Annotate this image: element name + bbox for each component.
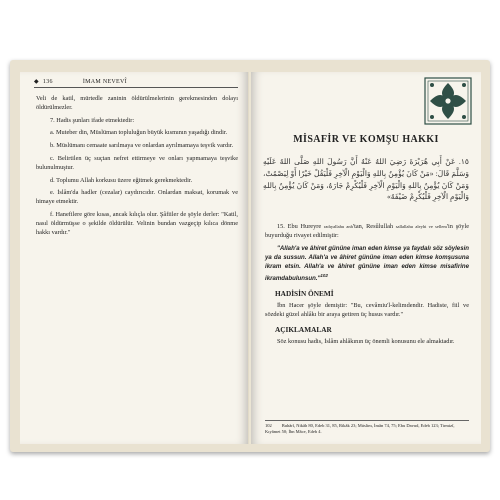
page-number: 136 bbox=[42, 78, 53, 85]
arabic-hadith-text: ١٥. عَنْ أَبِي هُرَيْرَةَ رَضِيَ اللهُ عَنْهُ أَنَّ رَسُولَ اللهِ صَلَّى اللهُ عَلَيْهِ وَسَلَّمَ قَالَ: «مَنْ كَانَ يُؤْمِنُ بِاللهِ وَالْيَوْمِ الْآخِرِ فَلْيَقُلْ خَيْرًا أَوْ لِيَصْمُتْ، وَمَنْ كَانَ يُؤْمِنُ بِاللهِ وَالْيَوْمِ الْآخِرِ فَلْيُكْرِمْ جَارَهُ، وَمَنْ كَانَ يُؤْمِنُ بِاللهِ وَالْيَوْمِ الْآخِرِ فَلْيُكْرِمْ ضَيْفَهُ» bbox=[263, 157, 469, 202]
hadith-intro bbox=[265, 222, 469, 240]
paragraph: e. İslâm'da hadler (cezalar) caydırıcıdır. Onlardan maksat, korumak ve himaye etmektir. bbox=[36, 189, 238, 206]
running-head-title: İMAM NEVEVÎ bbox=[82, 78, 127, 85]
intro-prefix: 15. Ebu Hureyre bbox=[277, 223, 322, 230]
footnote-number: 102 bbox=[265, 423, 272, 428]
right-page-body bbox=[265, 222, 469, 349]
section-paragraph: Söz konusu hadis, İslâm ahlâkının üç önemli konusunu ele almaktadır. bbox=[277, 337, 455, 345]
floral-ornament-icon bbox=[423, 76, 473, 126]
section-paragraph: İbn Hacer şöyle demiştir: "Bu, cevâmiu'l-kelimdendir. Hadiste, fiil ve sözdeki güzel ahlâkı bir araya getiren üç husus vardır." bbox=[265, 301, 469, 318]
paragraph: d. Toplumu Allah korkusu üzere eğitmek gerekmektedir. bbox=[50, 176, 193, 184]
chapter-title: MİSAFİR VE KOMŞU HAKKI bbox=[293, 134, 439, 145]
intro-suffix: 'in şöyle buyurduğu rivayet edilmiştir: bbox=[265, 223, 469, 240]
hadith-translation bbox=[265, 244, 469, 283]
paragraph: 7. Hadis şunları ifade etmektedir: bbox=[50, 116, 135, 124]
right-page bbox=[251, 72, 481, 444]
left-page bbox=[20, 72, 248, 444]
intro-mid: 'tan, Resûlullah bbox=[352, 223, 394, 230]
diamond-icon: ◆ bbox=[34, 79, 39, 85]
footnotes bbox=[265, 420, 469, 436]
paragraph: c. Belirtilen üç suçtan nefret ettirmeye ve onları yapmamaya teşvike bulunulmuştur. bbox=[36, 154, 238, 171]
section-heading: AÇIKLAMALAR bbox=[275, 324, 332, 334]
paragraph: b. Müslümanı cemaate sarılmaya ve onlardan ayrılmamaya teşvik vardır. bbox=[50, 142, 234, 150]
intro-honorific-2: sallallahu aleyhi ve sellem bbox=[395, 224, 447, 229]
footnote-text: Buhârî, Nikâh 80, Edeb 31, 85, Rikâk 23; Müslim, İmân 74, 75; Ebu Davud, Edeb 123; Tirmizî, Kıyâmet 50; İbn Mâce, Edeb 4. bbox=[265, 423, 455, 435]
paragraph: a. Muteber din, Müslüman topluluğun büyük kısmının yaşadığı dindir. bbox=[50, 129, 228, 137]
open-book bbox=[10, 60, 490, 452]
paragraph: Veli de katil, mürtedle zaninin öldürülmelerinin gerekmesinden dolayı öldürülmezler. bbox=[36, 95, 238, 112]
section-heading: HADİSİN ÖNEMİ bbox=[275, 288, 334, 298]
running-head bbox=[34, 78, 238, 88]
footnote-ref: 102 bbox=[320, 272, 328, 278]
intro-honorific-1: radıyallahu anh bbox=[323, 224, 353, 229]
paragraph: f. Hanefilere göre kısas, ancak kılıçla olur. Şâfiiler de şöyle derler: "Katil, nasıl öldürmüşse o şekilde öldürülür. Velinin bundan vazgeçip kılıca dönme hakkı vardır." bbox=[36, 211, 238, 237]
left-page-body bbox=[36, 94, 238, 241]
quote-text: "Allah'a ve âhiret gününe iman eden kimse ya faydalı söz söylesin ya da sussun. Allah'a ve âhiret gününe iman eden kimse komşusuna ikram etsin. Allah'a ve âhiret gününe iman eden kimse misafirine ikramdabulunsun." bbox=[265, 244, 469, 282]
